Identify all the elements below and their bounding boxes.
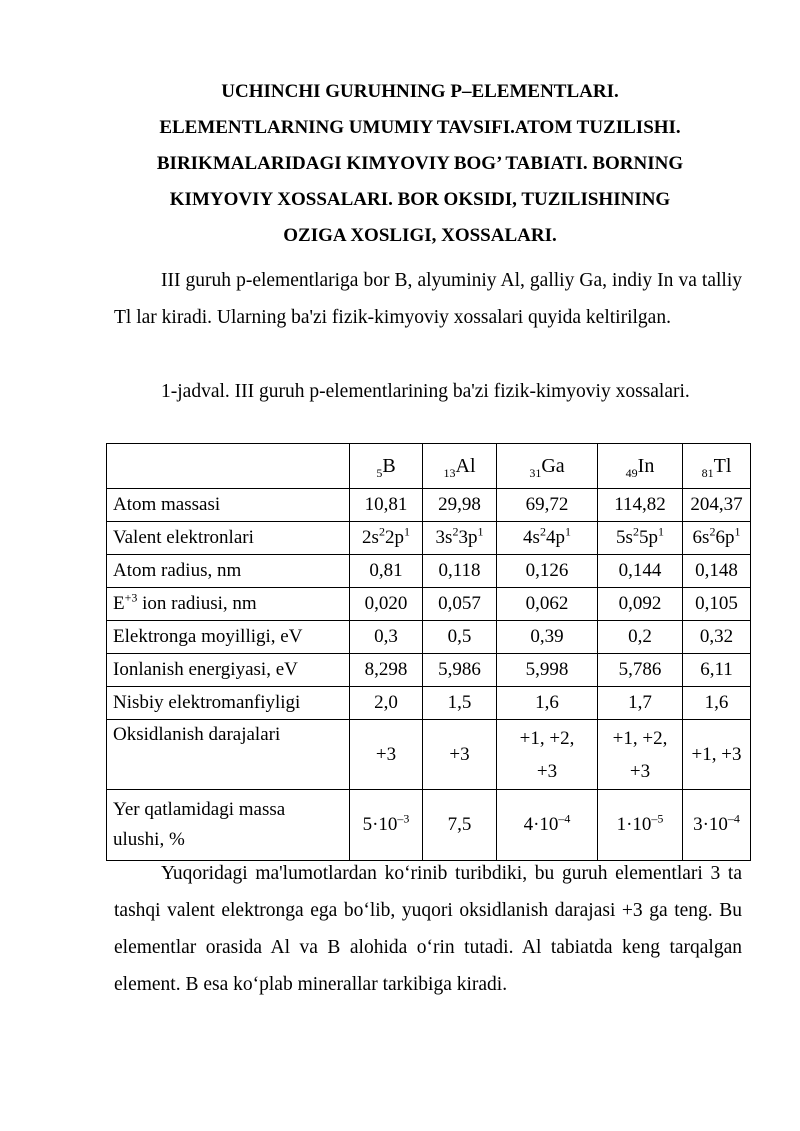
table-cell: 0,020 (350, 588, 423, 621)
element-header-al (423, 444, 497, 489)
table-row-valence (107, 522, 751, 555)
valence-shell: 2 (362, 527, 372, 548)
title-line: OZIGA XOSLIGI, XOSSALARI. (283, 225, 557, 246)
table-cell: 0,5 (423, 621, 497, 654)
element-symbol: Tl (713, 454, 732, 477)
table-cell (497, 522, 598, 555)
row-label (107, 588, 350, 621)
cell-line: +1, +2, (612, 727, 668, 749)
valence-shell: 6 (692, 527, 703, 548)
table-cell: 204,37 (683, 489, 751, 522)
table-cell: 8,298 (350, 654, 423, 687)
conclusion-paragraph (114, 855, 742, 1003)
title-line: ELEMENTLARNING UMUMIY TAVSIFI.ATOM TUZILISHI. (159, 117, 681, 138)
abundance-mantissa: 3·10 (693, 814, 728, 835)
table-cell: 2,0 (350, 687, 423, 720)
intro-paragraph (114, 262, 742, 336)
abundance-exponent: –4 (727, 811, 740, 826)
valence-shell: 5 (616, 527, 626, 548)
table-cell: 0,81 (350, 555, 423, 588)
table-cell: 0,2 (598, 621, 683, 654)
abundance-mantissa: 1·10 (616, 814, 652, 835)
table-cell: 0,057 (423, 588, 497, 621)
valence-p: p (724, 527, 735, 548)
table-cell (423, 522, 497, 555)
table-cell: 1,6 (683, 687, 751, 720)
title-line: KIMYOVIY XOSSALARI. BOR OKSIDI, TUZILISHINING (169, 189, 671, 210)
atomic-number: 81 (701, 465, 714, 480)
ion-label-text: ion radiusi, nm (137, 593, 257, 614)
atomic-number: 13 (443, 465, 456, 480)
row-label: Ionlanish energiyasi, eV (107, 654, 350, 687)
row-label: Nisbiy elektromanfiyligi (107, 687, 350, 720)
element-symbol: Al (455, 454, 476, 477)
valence-shell: 4 (523, 527, 533, 548)
table-cell: 29,98 (423, 489, 497, 522)
table-row-electron-affinity (107, 621, 751, 654)
element-header-tl (683, 444, 751, 489)
table-cell: 69,72 (497, 489, 598, 522)
valence-s: s (371, 527, 379, 548)
valence-p: p (467, 527, 478, 548)
table-cell: 0,092 (598, 588, 683, 621)
table-cell: 0,126 (497, 555, 598, 588)
element-header-in (598, 444, 683, 489)
table-cell: 10,81 (350, 489, 423, 522)
valence-s-exp: 2 (709, 524, 716, 539)
valence-shell: 4 (545, 527, 556, 548)
row-label: Oksidlanish darajalari (107, 720, 350, 790)
table-cell: 0,144 (598, 555, 683, 588)
atomic-number: 49 (625, 465, 638, 480)
table-cell: 0,105 (683, 588, 751, 621)
valence-p: p (648, 527, 658, 548)
table-cell: 1,7 (598, 687, 683, 720)
atomic-number: 31 (529, 465, 542, 480)
document-title (90, 74, 750, 254)
table-cell (598, 790, 683, 861)
valence-shell: 3 (435, 527, 446, 548)
table-cell (350, 790, 423, 861)
intro-text: III guruh p-elementlariga bor B, alyuminiy Al, galliy Ga, indiy In va talliy Tl lar kiradi. Ularning ba'zi fizik-kimyoviy xossalari quyida keltirilgan. (114, 270, 742, 328)
table-cell: 0,39 (497, 621, 598, 654)
row-label-line: Yer qatlamidagi massa (113, 799, 286, 820)
valence-s: s (532, 527, 540, 548)
table-row-oxidation-states (107, 720, 751, 790)
valence-s-exp: 2 (452, 524, 459, 539)
table-row-abundance (107, 790, 751, 861)
valence-p-exp: 1 (403, 524, 410, 539)
element-header-ga (497, 444, 598, 489)
abundance-exponent: –4 (558, 811, 571, 826)
valence-p-exp: 1 (657, 524, 664, 539)
table-cell: 0,32 (683, 621, 751, 654)
row-label-line: ulushi, % (113, 829, 185, 850)
table-cell (683, 522, 751, 555)
table-cell: 7,5 (423, 790, 497, 861)
valence-s: s (625, 527, 633, 548)
element-symbol: In (637, 454, 655, 477)
table-row-ionization-energy (107, 654, 751, 687)
title-line: UCHINCHI GURUHNING P–ELEMENTLARI. (221, 81, 619, 102)
table-cell: 5,786 (598, 654, 683, 687)
table-cell: +3 (350, 720, 423, 790)
table-cell: 5,998 (497, 654, 598, 687)
table-cell: 114,82 (598, 489, 683, 522)
table-caption (114, 373, 742, 410)
table-cell (497, 720, 598, 790)
table-cell: 1,6 (497, 687, 598, 720)
table-cell: 1,5 (423, 687, 497, 720)
title-line: BIRIKMALARIDAGI KIMYOVIY BOG’ TABIATI. BORNING (156, 153, 684, 174)
valence-s: s (702, 527, 710, 548)
valence-s-exp: 2 (539, 524, 546, 539)
table-cell (497, 790, 598, 861)
cell-line: +1, +2, (519, 727, 575, 749)
table-cell: 0,3 (350, 621, 423, 654)
valence-p-exp: 1 (564, 524, 571, 539)
table-caption-text: 1-jadval. III guruh p-elementlarining ba'zi fizik-kimyoviy xossalari. (161, 381, 690, 402)
table-row-ion-radius (107, 588, 751, 621)
table-cell: 0,148 (683, 555, 751, 588)
abundance-mantissa: 4·10 (523, 814, 559, 835)
table-cell (350, 522, 423, 555)
ion-charge: +3 (124, 590, 138, 605)
conclusion-text: Yuqoridagi ma'lumotlardan ko‘rinib turibdiki, bu guruh elementlari 3 ta tashqi valent elektronga ega bo‘lib, yuqori oksidlanish darajasi +3 ga teng. Bu elementlar orasida Al va B alohida o‘rin tutadi. Al tabiatda keng tarqalgan element. B esa ko‘plab minerallar tarkibiga kiradi. (114, 863, 742, 995)
table-cell: 6,11 (683, 654, 751, 687)
table-cell (683, 790, 751, 861)
table-cell: +3 (423, 720, 497, 790)
abundance-exponent: –5 (651, 811, 664, 826)
table-cell (598, 522, 683, 555)
element-symbol: B (382, 454, 396, 477)
row-label: Atom radius, nm (107, 555, 350, 588)
element-header-b (350, 444, 423, 489)
cell-line: +3 (536, 760, 558, 782)
table-row-atom-mass (107, 489, 751, 522)
valence-p: p (555, 527, 565, 548)
row-label (107, 790, 350, 861)
valence-s-exp: 2 (378, 524, 385, 539)
atomic-number: 5 (376, 465, 383, 480)
valence-shell: 5 (638, 527, 649, 548)
abundance-exponent: –3 (397, 811, 410, 826)
table-cell: 0,062 (497, 588, 598, 621)
table-row-electronegativity (107, 687, 751, 720)
ion-symbol: E (113, 593, 125, 614)
row-label: Valent elektronlari (107, 522, 350, 555)
row-label: Elektronga moyilligi, eV (107, 621, 350, 654)
element-symbol: Ga (541, 454, 565, 477)
table-row-atom-radius (107, 555, 751, 588)
valence-p: p (394, 527, 404, 548)
table-cell (598, 720, 683, 790)
valence-p-exp: 1 (477, 524, 484, 539)
row-label: Atom massasi (107, 489, 350, 522)
table-cell: +1, +3 (683, 720, 751, 790)
cell-line: +3 (629, 760, 651, 782)
table-header-row (107, 444, 751, 489)
header-empty-cell (107, 444, 350, 489)
abundance-mantissa: 5·10 (362, 814, 398, 835)
valence-shell: 2 (384, 527, 395, 548)
valence-s: s (445, 527, 453, 548)
table-cell: 0,118 (423, 555, 497, 588)
table-cell: 5,986 (423, 654, 497, 687)
valence-shell: 6 (715, 527, 725, 548)
valence-s-exp: 2 (632, 524, 639, 539)
properties-table (106, 443, 751, 861)
valence-shell: 3 (458, 527, 468, 548)
valence-p-exp: 1 (734, 524, 741, 539)
